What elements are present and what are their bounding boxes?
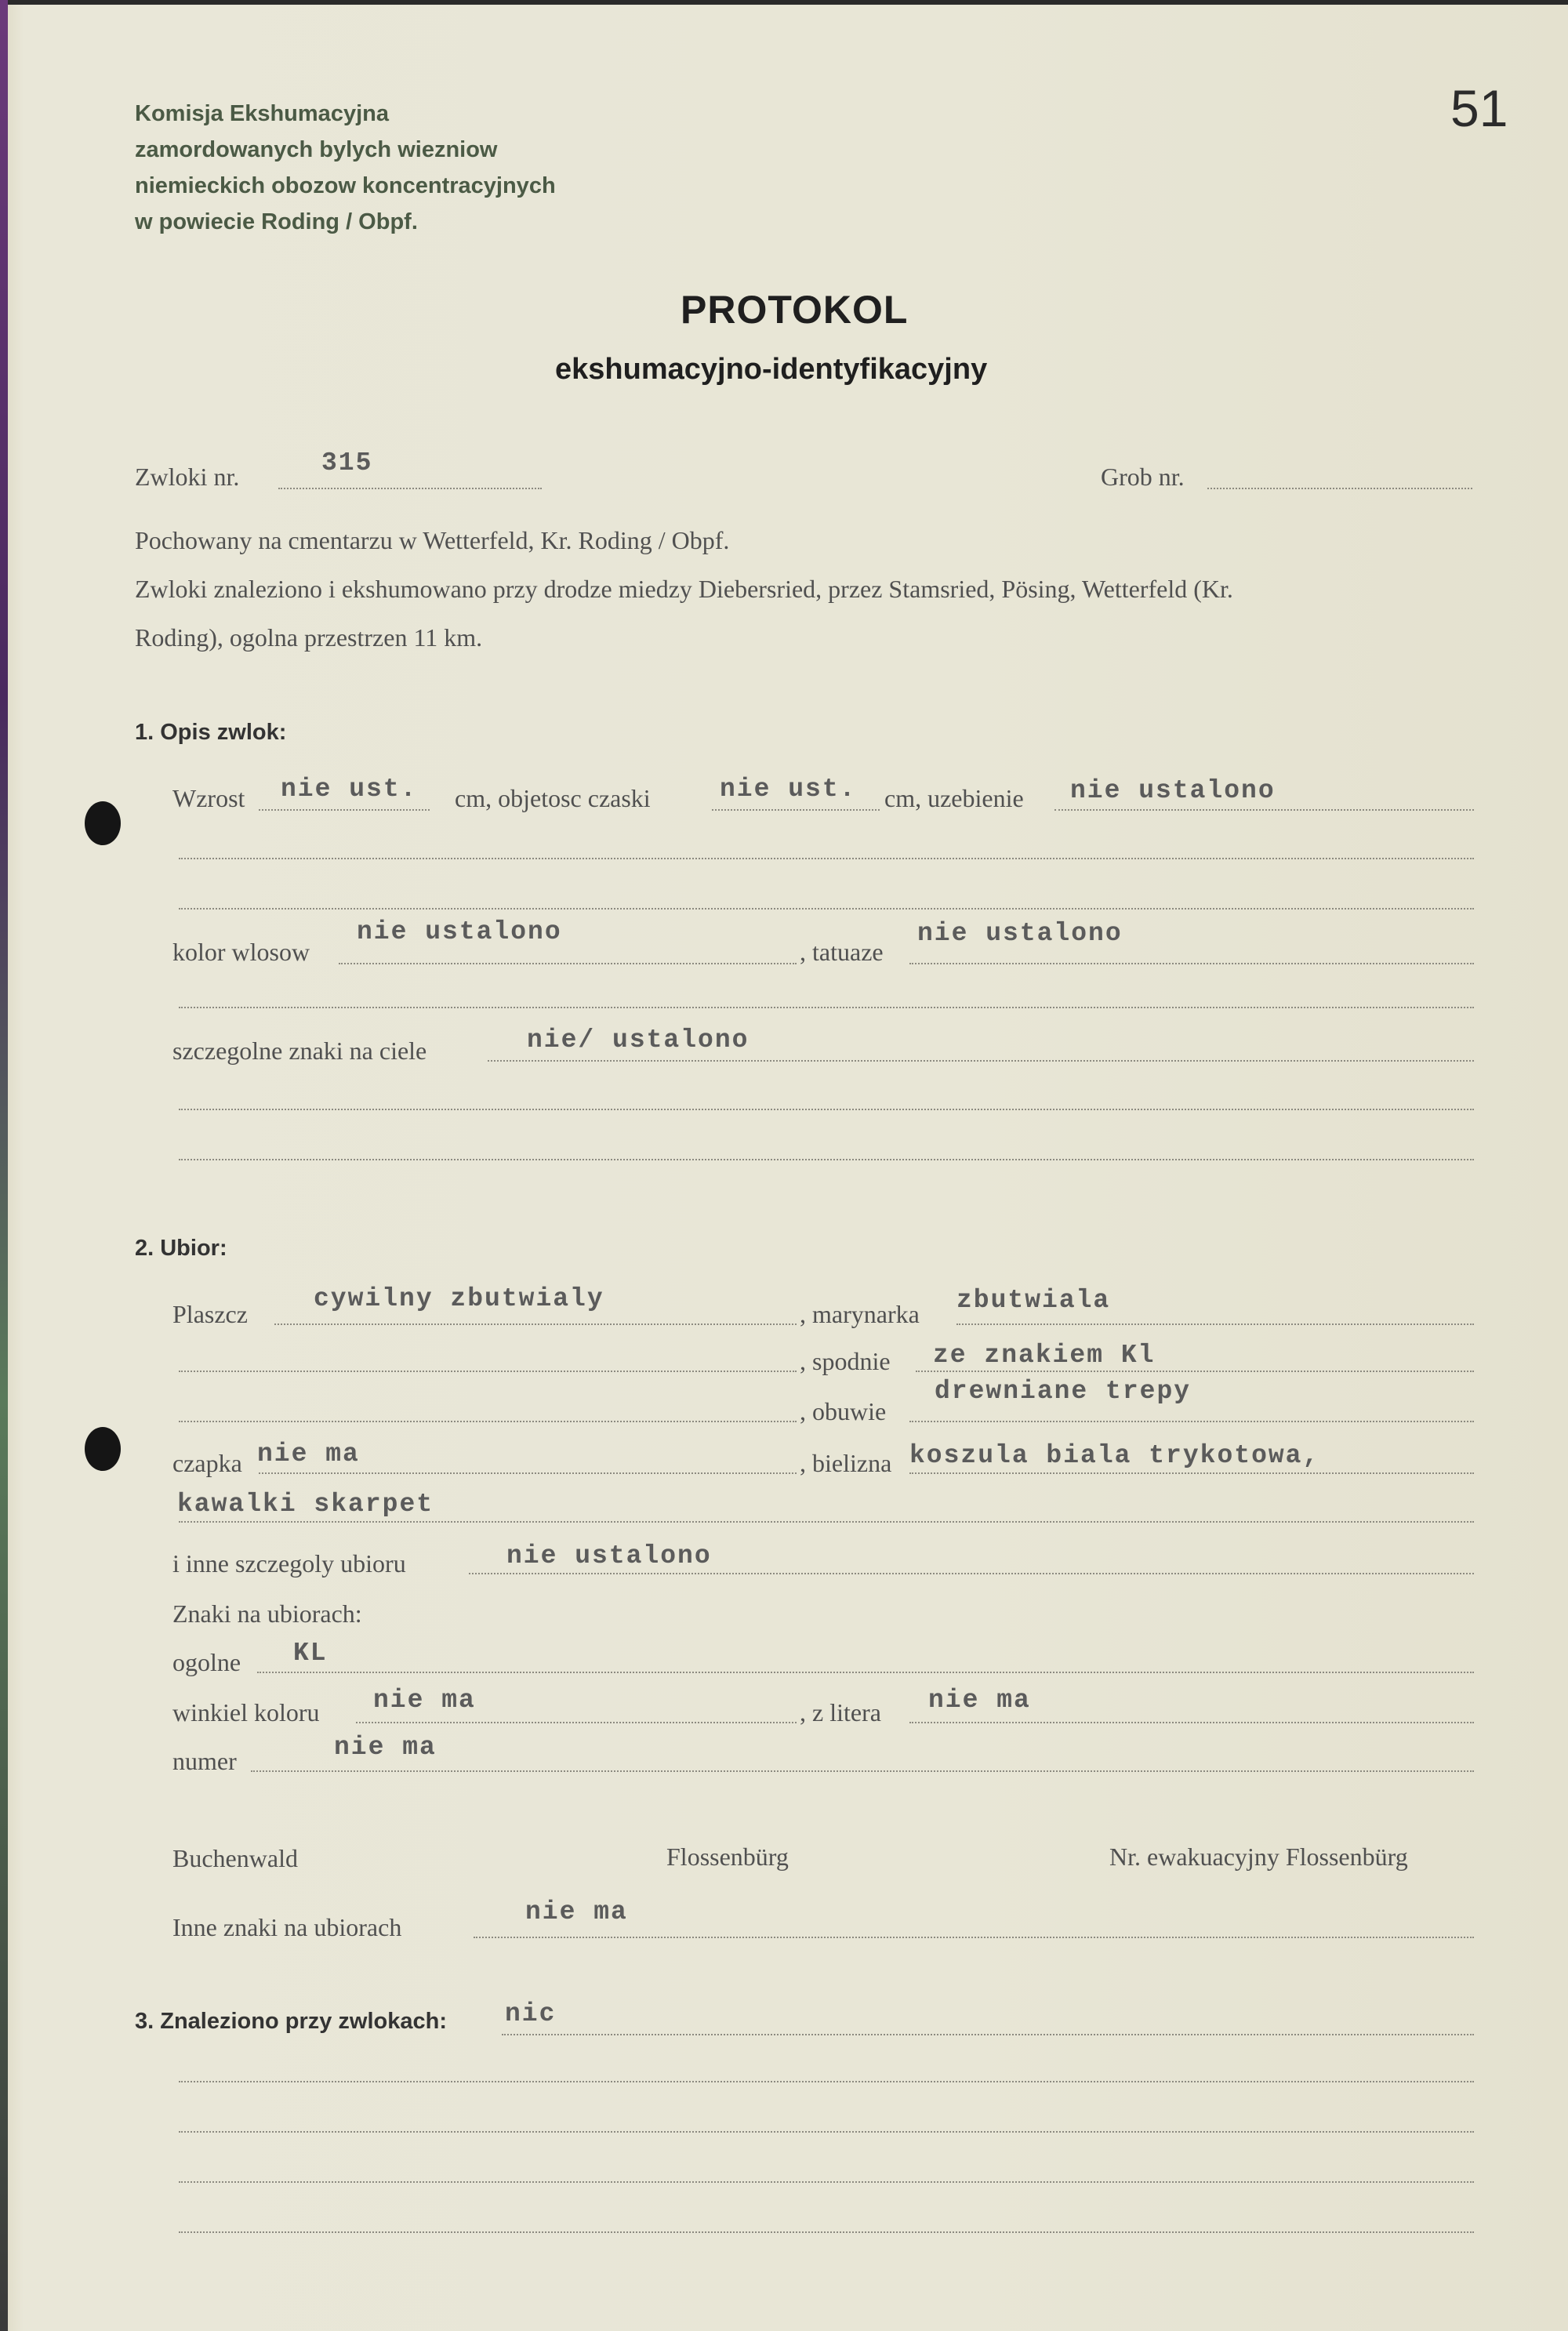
blank-line	[179, 858, 1474, 859]
hair-color-label: kolor wlosow	[172, 938, 310, 966]
commission-name-line1: Komisja Ekshumacyjna	[135, 101, 389, 126]
teeth-label: cm, uzebienie	[884, 784, 1024, 812]
blank-line	[179, 1159, 1474, 1160]
teeth-value: nie ustalono	[1070, 776, 1276, 805]
blank-line	[179, 1109, 1474, 1110]
triangle-color-value: nie ma	[373, 1686, 476, 1715]
number-line	[251, 1770, 1474, 1772]
section-found-items: 3. Znaleziono przy zwlokach:	[135, 2009, 448, 2034]
blank-line	[179, 1007, 1474, 1008]
blank-line	[179, 2231, 1474, 2233]
footwear-label: , obuwie	[800, 1397, 887, 1425]
other-clothing-marks-value: nie ma	[525, 1897, 628, 1926]
underwear-continuation-line	[179, 1521, 1474, 1523]
section-clothing: 2. Ubior:	[135, 1236, 227, 1261]
zwloki-line	[278, 488, 542, 489]
page-number: 51	[1450, 79, 1508, 137]
underwear-label: , bielizna	[800, 1449, 892, 1477]
commission-name-line4: w powiecie Roding / Obpf.	[135, 209, 418, 234]
blank-line	[179, 1371, 797, 1372]
underwear-continuation: kawalki skarpet	[177, 1490, 434, 1519]
hair-color-line	[339, 963, 797, 964]
body-marks-line	[488, 1060, 1474, 1062]
tattoo-value: nie ustalono	[917, 919, 1123, 948]
jacket-label: , marynarka	[800, 1300, 920, 1328]
trousers-line	[916, 1371, 1474, 1372]
body-marks-label: szczegolne znaki na ciele	[172, 1037, 427, 1065]
body-marks-value: nie/ ustalono	[527, 1026, 750, 1055]
evacuation-number-label: Nr. ewakuacyjny Flossenbürg	[1109, 1843, 1408, 1871]
other-clothing-marks-line	[474, 1937, 1474, 1938]
blank-line	[179, 908, 1474, 910]
blank-line	[179, 2131, 1474, 2133]
trousers-value: ze znakiem Kl	[933, 1341, 1156, 1370]
letter-value: nie ma	[928, 1686, 1031, 1715]
burial-location: Pochowany na cmentarzu w Wetterfeld, Kr. Roding / Obpf.	[135, 526, 730, 554]
teeth-line	[1054, 809, 1474, 811]
hair-color-value: nie ustalono	[357, 917, 562, 946]
punch-hole-top	[85, 801, 121, 845]
other-details-line	[469, 1573, 1474, 1574]
height-label: Wzrost	[172, 784, 245, 812]
buchenwald-label: Buchenwald	[172, 1844, 298, 1872]
blank-line	[179, 2081, 1474, 2082]
triangle-color-label: winkiel koloru	[172, 1698, 320, 1726]
section-body-description: 1. Opis zwlok:	[135, 720, 287, 745]
height-line	[259, 809, 430, 811]
other-details-label: i inne szczegoly ubioru	[172, 1549, 406, 1578]
grob-line	[1207, 488, 1472, 489]
cap-label: czapka	[172, 1449, 242, 1477]
skull-label: cm, objetosc czaski	[455, 784, 651, 812]
found-items-line	[502, 2034, 1474, 2035]
coat-label: Plaszcz	[172, 1300, 248, 1328]
footwear-line	[909, 1421, 1474, 1422]
clothing-marks-heading: Znaki na ubiorach:	[172, 1599, 362, 1628]
other-clothing-marks-label: Inne znaki na ubiorach	[172, 1913, 402, 1941]
coat-line	[274, 1323, 797, 1325]
jacket-line	[956, 1323, 1474, 1325]
letter-line	[909, 1722, 1474, 1723]
coat-value: cywilny zbutwialy	[314, 1284, 604, 1313]
cap-value: nie ma	[257, 1440, 360, 1469]
zwloki-label: Zwloki nr.	[135, 463, 240, 491]
document-title: PROTOKOL	[681, 288, 909, 332]
found-location-line1: Zwloki znaleziono i ekshumowano przy drodze miedzy Diebersried, przez Stamsried, Pösing, Wetterfeld (Kr.	[135, 575, 1233, 603]
scan-top-edge	[0, 0, 1568, 5]
jacket-value: zbutwiala	[956, 1286, 1111, 1315]
scan-left-edge	[0, 0, 8, 2331]
letter-label: , z litera	[800, 1698, 881, 1726]
grob-label: Grob nr.	[1101, 463, 1185, 491]
found-location-line2: Roding), ogolna przestrzen 11 km.	[135, 623, 483, 652]
height-value: nie ust.	[281, 775, 418, 804]
trousers-label: , spodnie	[800, 1347, 891, 1375]
general-marks-value: KL	[293, 1639, 328, 1668]
underwear-value: koszula biala trykotowa,	[909, 1441, 1320, 1470]
commission-name-line3: niemieckich obozow koncentracyjnych	[135, 173, 556, 198]
flossenburg-label: Flossenbürg	[666, 1843, 789, 1871]
skull-line	[712, 809, 880, 811]
blank-line	[179, 2181, 1474, 2183]
found-items-value: nic	[505, 1999, 557, 2028]
general-marks-line	[257, 1672, 1474, 1673]
tattoo-line	[909, 963, 1474, 964]
punch-hole-bottom	[85, 1427, 121, 1471]
underwear-line	[909, 1472, 1474, 1474]
number-label: numer	[172, 1747, 237, 1775]
zwloki-value: 315	[321, 448, 373, 477]
footwear-value: drewniane trepy	[935, 1377, 1192, 1406]
cap-line	[259, 1472, 797, 1474]
general-marks-label: ogolne	[172, 1648, 241, 1676]
other-details-value: nie ustalono	[506, 1541, 712, 1570]
commission-name-line2: zamordowanych bylych wiezniow	[135, 137, 498, 162]
triangle-color-line	[356, 1722, 797, 1723]
blank-line	[179, 1421, 797, 1422]
tattoo-label: , tatuaze	[800, 938, 884, 966]
skull-value: nie ust.	[720, 775, 857, 804]
document-subtitle: ekshumacyjno-identyfikacyjny	[555, 353, 988, 386]
number-value: nie ma	[334, 1733, 437, 1762]
